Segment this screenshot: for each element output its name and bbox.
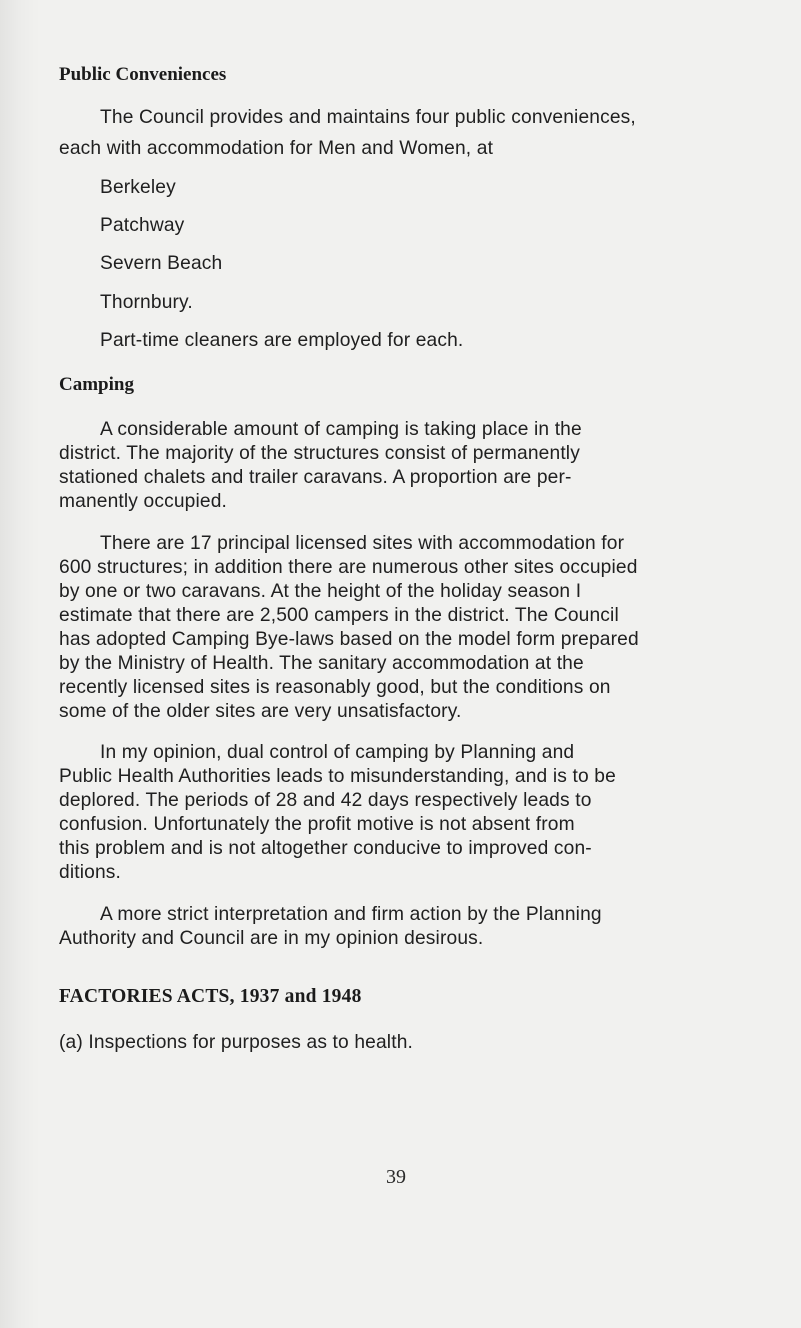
- conveniences-text-line-1: The Council provides and maintains four public conveniences,: [100, 107, 636, 128]
- location-berkeley: Berkeley: [100, 177, 176, 198]
- camping-para4-line-2: Authority and Council are in my opinion desirous.: [59, 928, 484, 949]
- conveniences-closing-line: Part-time cleaners are employed for each.: [100, 330, 464, 351]
- camping-para3-line-2: Public Health Authorities leads to misunderstanding, and is to be: [59, 766, 616, 787]
- conveniences-text-line-2: each with accommodation for Men and Women, at: [59, 138, 494, 159]
- camping-para2-line-4: estimate that there are 2,500 campers in the district. The Council: [59, 605, 619, 626]
- camping-para2-line-2: 600 structures; in addition there are numerous other sites occupied: [59, 557, 638, 578]
- camping-para1-line-4: manently occupied.: [59, 491, 228, 512]
- location-severn-beach: Severn Beach: [100, 253, 223, 274]
- camping-para3-line-3: deplored. The periods of 28 and 42 days respectively leads to: [59, 790, 592, 811]
- location-thornbury: Thornbury.: [100, 292, 193, 313]
- camping-para2-line-3: by one or two caravans. At the height of the holiday season I: [59, 581, 582, 602]
- camping-para1-line-2: district. The majority of the structures consist of permanently: [59, 443, 580, 464]
- page-number: 39: [386, 1166, 406, 1188]
- camping-para2-line-6: by the Ministry of Health. The sanitary accommodation at the: [59, 653, 584, 674]
- public-conveniences-heading: Public Conveniences: [59, 64, 227, 85]
- camping-heading: Camping: [59, 374, 134, 395]
- location-patchway: Patchway: [100, 215, 185, 236]
- camping-para3-line-5: this problem and is not altogether conducive to improved con-: [59, 838, 592, 859]
- camping-para1-line-3: stationed chalets and trailer caravans. A proportion are per-: [59, 467, 572, 488]
- camping-para2-line-5: has adopted Camping Bye-laws based on the model form prepared: [59, 629, 639, 650]
- camping-para3-line-6: ditions.: [59, 862, 121, 883]
- camping-para2-line-8: some of the older sites are very unsatisfactory.: [59, 701, 462, 722]
- camping-para1-line-1: A considerable amount of camping is taking place in the: [100, 419, 582, 440]
- factories-item-a: (a) Inspections for purposes as to health.: [59, 1032, 413, 1053]
- camping-para2-line-7: recently licensed sites is reasonably good, but the conditions on: [59, 677, 611, 698]
- camping-para3-line-1: In my opinion, dual control of camping by Planning and: [100, 742, 575, 763]
- camping-para4-line-1: A more strict interpretation and firm action by the Planning: [100, 904, 602, 925]
- camping-para3-line-4: confusion. Unfortunately the profit motive is not absent from: [59, 814, 575, 835]
- factories-acts-heading: FACTORIES ACTS, 1937 and 1948: [59, 986, 362, 1007]
- camping-para2-line-1: There are 17 principal licensed sites with accommodation for: [100, 533, 625, 554]
